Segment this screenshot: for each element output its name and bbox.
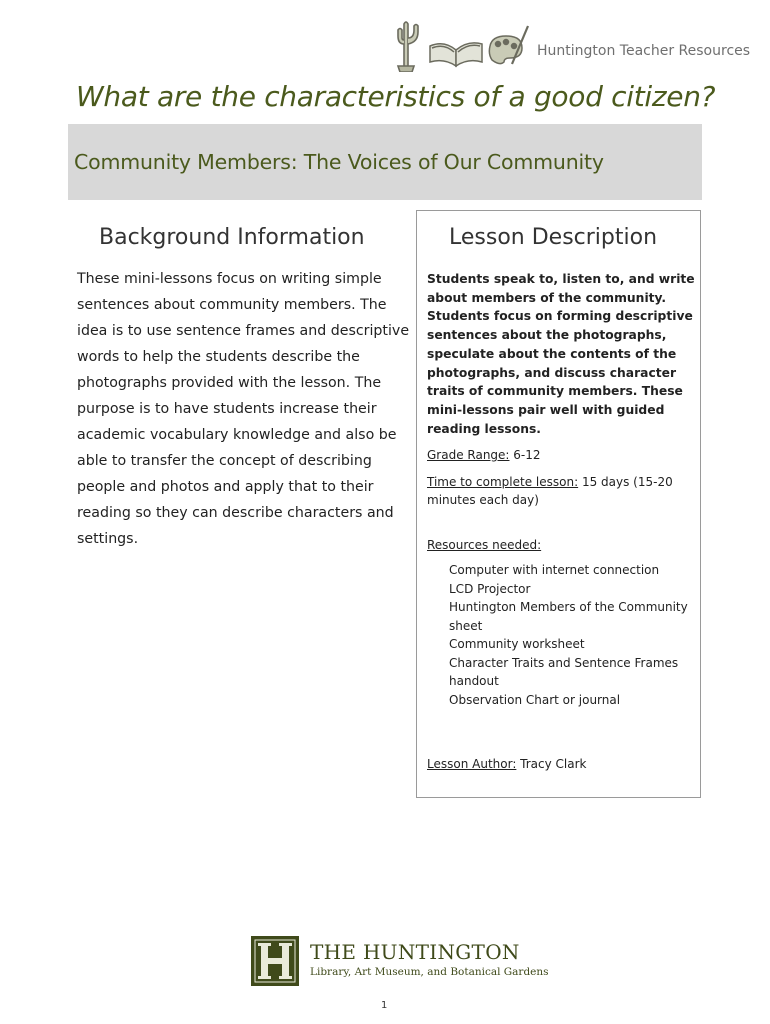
huntington-h-logo-icon: [250, 935, 300, 991]
time-to-complete: [427, 473, 697, 509]
page-subtitle: Community Members: The Voices of Our Community: [74, 150, 604, 174]
footer-org-subtitle: Library, Art Museum, and Botanical Gardens: [310, 966, 549, 978]
page-number: 1: [381, 1000, 388, 1011]
resources-label: Resources needed:: [427, 538, 542, 552]
background-body: These mini-lessons focus on writing simple sentences about community members. The idea is to use sentence frames and descriptive words to help the students describe the photographs provided with the lesson. The purpose is to have students increase their academic vocabulary knowledge and also be able to transfer the concept of describing people and photos and apply that to their reading so they can describe characters and settings.: [77, 271, 410, 547]
time-to-complete-value: 15 days (15-20 minutes each day): [427, 475, 673, 507]
list-item: Community worksheet: [449, 637, 585, 651]
grade-range-label: Grade Range:: [427, 448, 510, 462]
open-book-icon: [430, 43, 482, 66]
list-item: Computer with internet connection: [449, 563, 660, 577]
grade-range: [427, 446, 697, 464]
lesson-description-body: Students speak to, listen to, and write about members of the community. Students focus on forming descriptive sentences about the photographs, speculate about the contents of the photographs, and discuss character traits of community members. These mini-lessons pair well with guided reading lessons.: [427, 272, 695, 436]
paint-palette-icon: [489, 26, 528, 64]
page-title: What are the characteristics of a good citizen?: [76, 80, 716, 113]
resources-list: [449, 561, 689, 709]
header-brand: Huntington Teacher Resources: [537, 43, 751, 59]
subtitle-band: [68, 124, 702, 200]
lesson-author: [427, 755, 587, 773]
list-item: Observation Chart or journal: [449, 692, 621, 707]
cactus-icon: [398, 22, 418, 72]
lesson-author-label: Lesson Author:: [427, 757, 517, 771]
footer-org-name: THE HUNTINGTON: [310, 940, 520, 964]
lesson-author-value: Tracy Clark: [516, 757, 587, 771]
background-heading: Background Information: [99, 225, 365, 250]
header-icons: [392, 16, 532, 76]
grade-range-value: 6-12: [509, 448, 541, 462]
lesson-description-heading: Lesson Description: [449, 225, 658, 250]
list-item: Huntington Members of the Community sheet: [449, 600, 688, 633]
time-to-complete-label: Time to complete lesson:: [427, 475, 579, 489]
list-item: LCD Projector: [449, 581, 531, 596]
list-item: Character Traits and Sentence Frames handout: [449, 655, 679, 688]
